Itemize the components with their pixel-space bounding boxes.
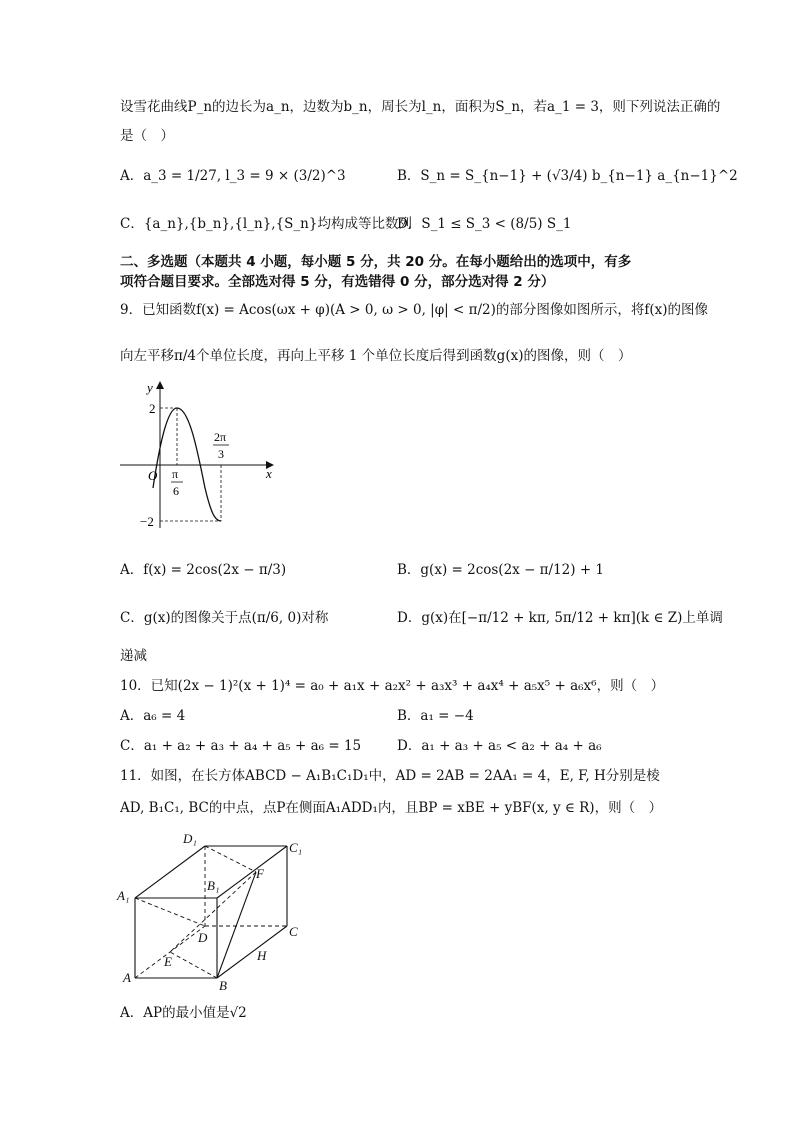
q8-option-b: B．S_n = S_{n−1} + (√3/4) b_{n−1} a_{n−1}^2 [397, 168, 738, 184]
label-D: D [198, 930, 208, 945]
label-A: A [123, 970, 131, 985]
q11-stem-line-2: AD, B₁C₁, BC的中点，点P在侧面A₁ADD₁内，且BP = xBE + yBF(x, y ∈ R)，则（ ） [120, 800, 663, 816]
q9-function-graph [115, 378, 285, 538]
label-A1: A₁ [117, 888, 130, 903]
q10-option-a: A．a₆ = 4 [120, 708, 186, 724]
label-B1: B₁ [207, 878, 220, 893]
q11-cuboid-figure [115, 826, 315, 996]
q10-stem: 10．已知(2x − 1)²(x + 1)⁴ = a₀ + a₁x + a₂x² + a₃x³ + a₄x⁴ + a₅x⁵ + a₆x⁶，则（ ） [120, 678, 665, 694]
x-tick-2pi3-den: 3 [218, 447, 224, 461]
section-2-heading-line-2: 项符合题目要求。全部选对得 5 分，有选错得 0 分，部分选对得 2 分） [120, 274, 555, 290]
y-tick-neg2: −2 [140, 514, 154, 529]
q9-option-d: D．g(x)在[−π/12 + kπ, 5π/12 + kπ](k ∈ Z)上单调 [397, 610, 723, 626]
y-tick-2: 2 [149, 401, 156, 416]
label-E: E [164, 954, 172, 969]
label-C: C [289, 924, 298, 939]
q10-option-c: C．a₁ + a₂ + a₃ + a₄ + a₅ + a₆ = 15 [120, 738, 362, 754]
q9-stem-line-2: 向左平移π/4个单位长度，再向上平移 1 个单位长度后得到函数g(x)的图像，则（ ） [120, 348, 632, 364]
q9-option-d-continued: 递减 [120, 648, 147, 664]
x-axis-label: x [266, 466, 272, 481]
x-tick-pi6-den: 6 [173, 484, 179, 498]
q8-stem-line-2: 是（ ） [120, 128, 174, 144]
q8-option-d: D．S_1 ≤ S_3 < (8/5) S_1 [397, 216, 572, 232]
q9-option-c: C．g(x)的图像关于点(π/6, 0)对称 [120, 610, 329, 626]
x-tick-2pi3-num: 2π [214, 430, 227, 444]
label-D1: D₁ [183, 831, 197, 846]
y-axis-label: y [147, 380, 153, 395]
q9-option-b: B．g(x) = 2cos(2x − π/12) + 1 [397, 562, 605, 578]
q11-stem-line-1: 11．如图，在长方体ABCD − A₁B₁C₁D₁中，AD = 2AB = 2AA₁ = 4，E, F, H分别是棱 [120, 768, 660, 784]
q10-option-d: D．a₁ + a₃ + a₅ < a₂ + a₄ + a₆ [397, 738, 602, 754]
origin-label: O [148, 468, 158, 483]
label-C1: C₁ [289, 840, 303, 855]
q9-option-a: A．f(x) = 2cos(2x − π/3) [120, 562, 287, 578]
q9-stem-line-1: 9．已知函数f(x) = Acos(ωx + φ)(A > 0, ω > 0, |φ| < π/2)的部分图像如图所示，将f(x)的图像 [120, 302, 709, 318]
q10-option-b: B．a₁ = −4 [397, 708, 474, 724]
section-2-heading-line-1: 二、多选题（本题共 4 小题，每小题 5 分，共 20 分。在每小题给出的选项中，有多 [120, 254, 632, 270]
x-tick-pi6-num: π [172, 467, 179, 481]
label-H: H [257, 948, 267, 963]
q8-option-a: A．a_3 = 1/27, l_3 = 9 × (3/2)^3 [120, 168, 346, 184]
q8-stem-line-1: 设雪花曲线P_n的边长为a_n，边数为b_n，周长为l_n，面积为S_n，若a_1 = 3，则下列说法正确的 [120, 99, 721, 115]
label-B: B [219, 978, 227, 993]
q8-option-c: C．{a_n},{b_n},{l_n},{S_n}均构成等比数列 [120, 216, 412, 232]
q11-option-a: A．AP的最小值是√2 [120, 1005, 247, 1021]
label-F: F [256, 866, 264, 881]
